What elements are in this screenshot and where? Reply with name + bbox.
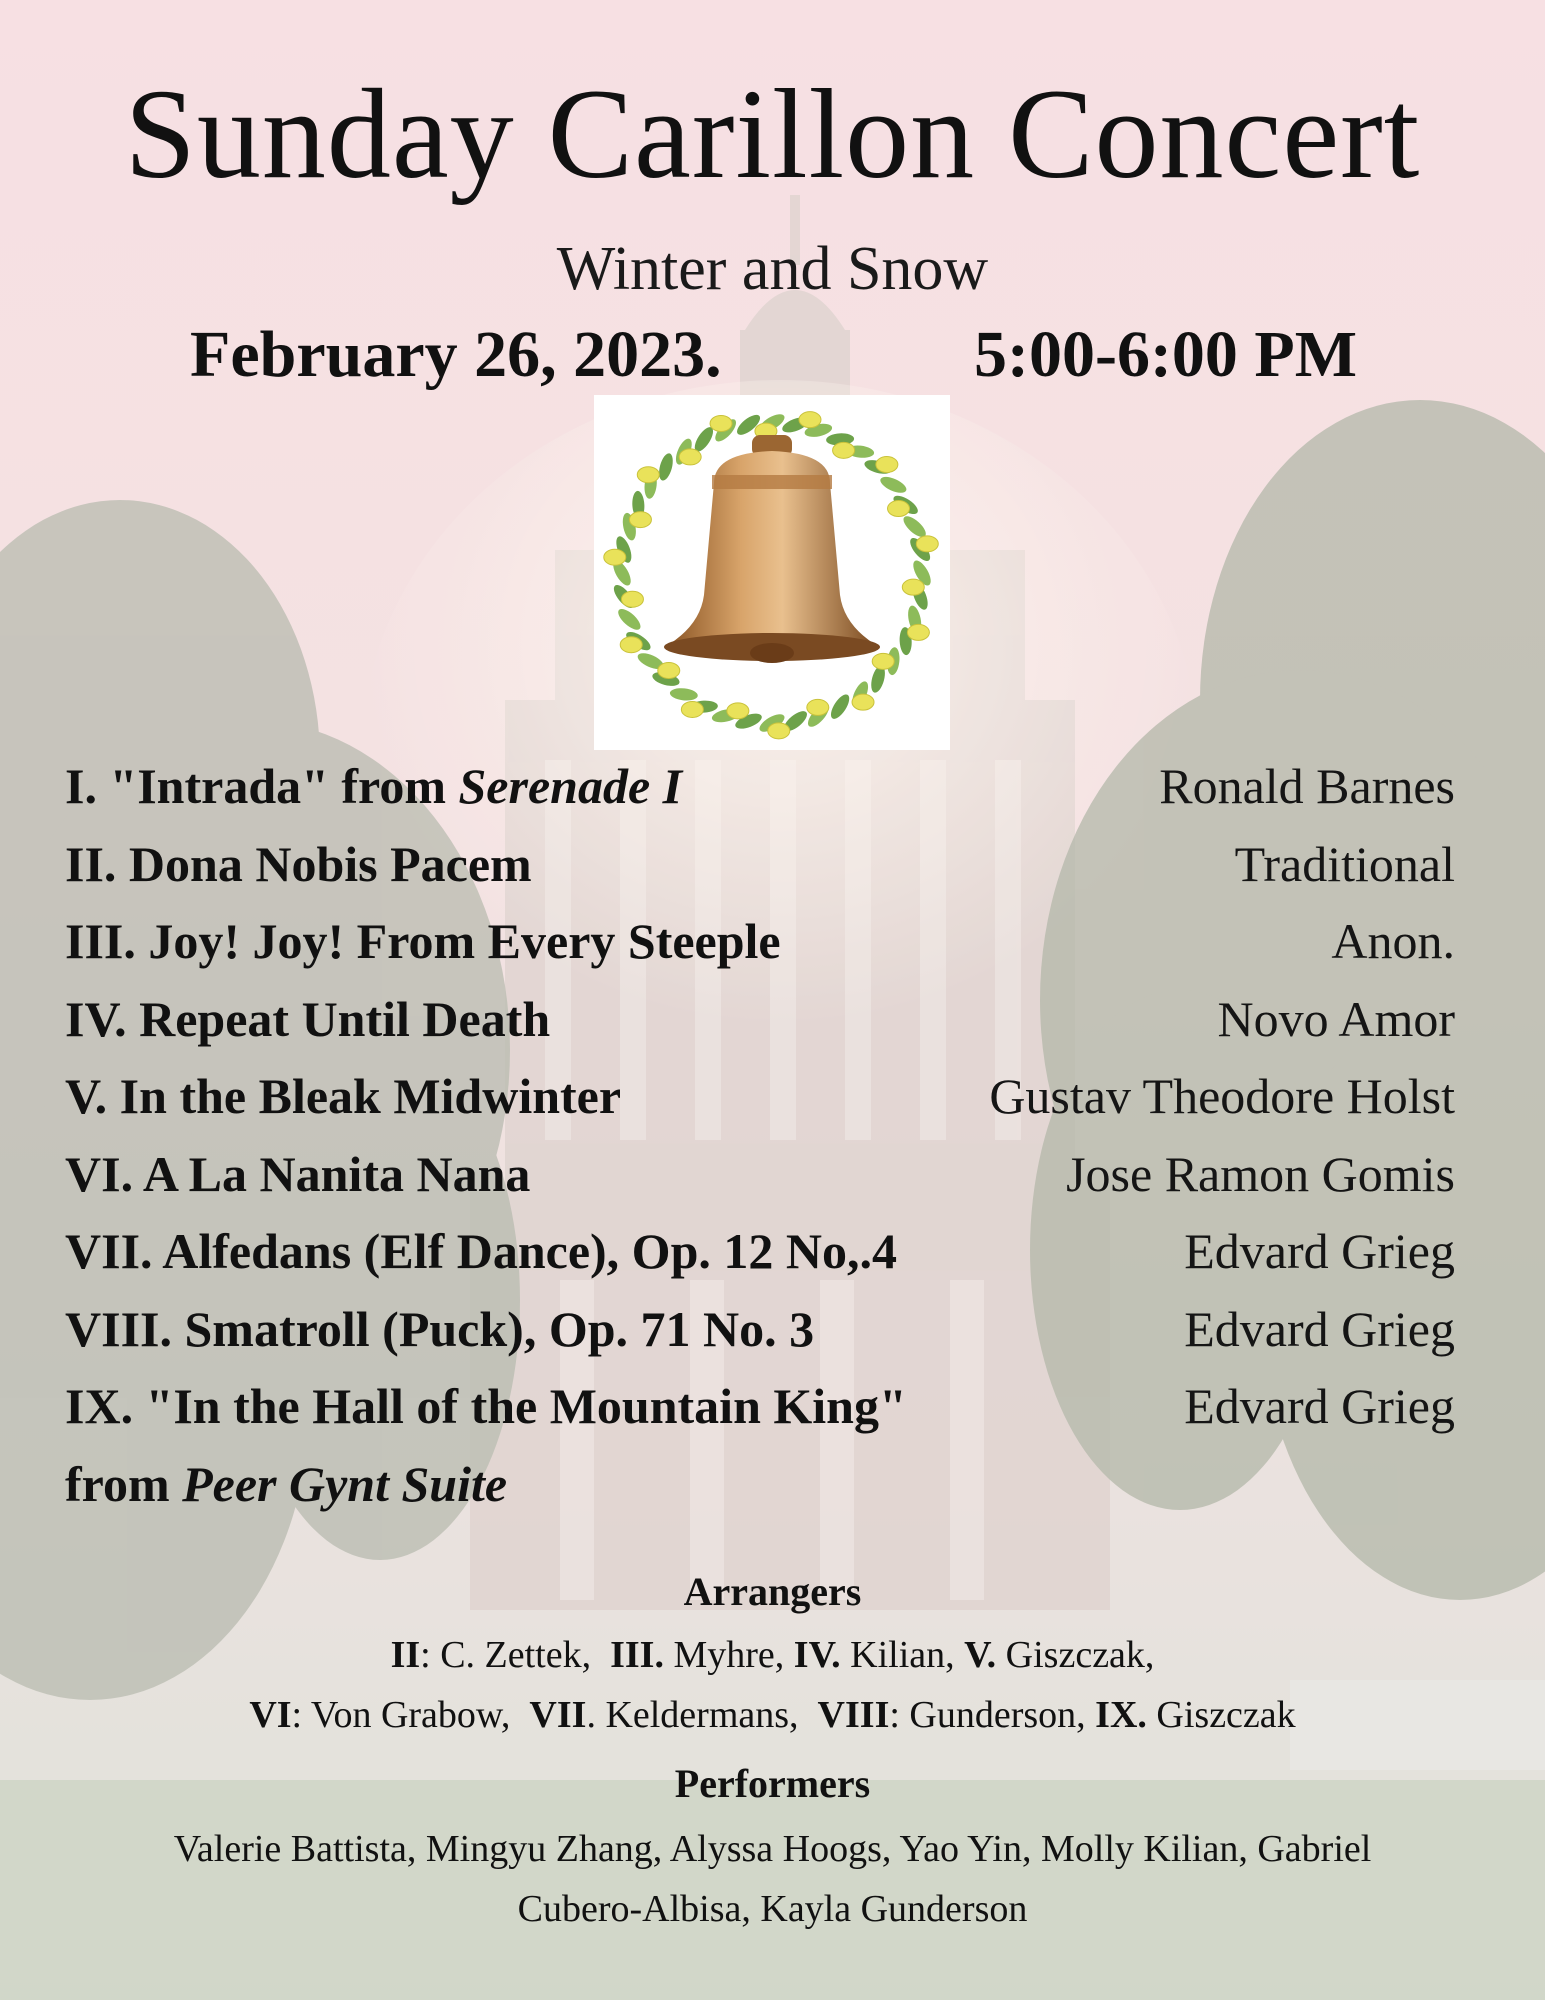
arranger-name: Myhre, (663, 1634, 794, 1676)
page-title: Sunday Carillon Concert (124, 63, 1421, 205)
arrangers-line-1 (0, 1636, 1545, 1674)
program-item (65, 1375, 1455, 1453)
performers-line-2: Cubero-Albisa, Kayla Gunderson (517, 1888, 1028, 1930)
program-item-num: V. (65, 1068, 120, 1124)
program-item (65, 988, 1455, 1066)
event-date: February 26, 2023. (190, 318, 722, 391)
program-item-num: VI. (65, 1145, 143, 1202)
arranger-piece-number: VI (249, 1694, 292, 1736)
arranger-piece-number: IV. (793, 1634, 841, 1676)
program-item-composer: Edvard Grieg (1184, 1223, 1455, 1279)
program-item (65, 1220, 1455, 1298)
program-item-composer: Edvard Grieg (1184, 1378, 1455, 1434)
program-item (65, 1453, 1455, 1531)
program-item-work: Serenade I (458, 758, 683, 814)
arranger-piece-number: VII (529, 1694, 587, 1736)
arranger-name: : C. Zettek, (420, 1634, 611, 1676)
arrangers-line-2 (0, 1696, 1545, 1734)
program-item-composer: Jose Ramon Gomis (1066, 1145, 1455, 1202)
program-item-composer: Traditional (1234, 835, 1455, 892)
arranger-piece-number: IX. (1095, 1694, 1147, 1736)
program-item-composer: Gustav Theodore Holst (989, 1068, 1455, 1124)
program-item-title (65, 1220, 897, 1283)
program-item-composer: Anon. (1331, 913, 1455, 969)
arranger-piece-number: III. (610, 1634, 664, 1676)
performers-heading: Performers (674, 1761, 871, 1806)
performers-line-1: Valerie Battista, Mingyu Zhang, Alyssa Hoogs, Yao Yin, Molly Kilian, Gabriel (173, 1828, 1372, 1870)
program-item-pre: In the Bleak Midwinter (119, 1068, 622, 1124)
program-item (65, 1143, 1455, 1221)
page-subtitle: Winter and Snow (556, 235, 989, 303)
program-item-title (65, 1453, 507, 1516)
program-item-pre: Dona Nobis Pacem (128, 835, 532, 892)
program-item-title (65, 755, 682, 818)
program-item-title (65, 833, 532, 896)
program-item-title (65, 1065, 621, 1128)
program-item (65, 910, 1455, 988)
arranger-piece-number: II (390, 1634, 421, 1676)
program-item-pre: from (65, 1455, 183, 1512)
arranger-name: Giszczak, (996, 1634, 1155, 1676)
program-item-pre: "In the Hall of the Mountain King" (145, 1378, 907, 1434)
program-item-num: IX. (65, 1378, 146, 1434)
arranger-piece-number: VIII (817, 1694, 890, 1736)
arranger-name: Kilian, (840, 1634, 965, 1676)
program-item-num: III. (65, 913, 149, 969)
program-item-title (65, 988, 550, 1051)
program-item (65, 1065, 1455, 1143)
program-item (65, 755, 1455, 833)
program-item-pre: Joy! Joy! From Every Steeple (148, 913, 781, 969)
program-item-pre: Smatroll (Puck), Op. 71 No. 3 (184, 1300, 815, 1357)
program-item-pre: Alfedans (Elf Dance), Op. 12 No,.4 (162, 1223, 897, 1279)
program-item (65, 833, 1455, 911)
program-item-num: VII. (65, 1223, 163, 1279)
program-item-num: II. (65, 835, 129, 892)
program-item-title (65, 1143, 530, 1206)
arrangers-heading: Arrangers (683, 1569, 862, 1614)
arranger-name: Giszczak (1146, 1694, 1296, 1736)
arranger-name: : Gunderson, (889, 1694, 1096, 1736)
program-item-work: Peer Gynt Suite (182, 1455, 508, 1512)
program-item-title (65, 1375, 907, 1438)
program-item-title (65, 910, 781, 973)
program-item-pre: A La Nanita Nana (142, 1145, 531, 1202)
arranger-piece-number: V. (964, 1634, 997, 1676)
program-item-composer: Ronald Barnes (1159, 758, 1455, 814)
program-item-pre: "Intrada" from (109, 758, 459, 814)
program-item-composer: Novo Amor (1217, 990, 1455, 1047)
arranger-name: : Von Grabow, (291, 1694, 530, 1736)
program-item-composer: Edvard Grieg (1184, 1300, 1455, 1357)
program-item-pre: Repeat Until Death (139, 990, 551, 1047)
program-item-num: I. (65, 758, 110, 814)
event-time: 5:00-6:00 PM (974, 318, 1358, 391)
bell-wreath-icon (594, 395, 950, 750)
program-item (65, 1298, 1455, 1376)
program-item-num: IV. (65, 990, 140, 1047)
program-item-num: VIII. (65, 1300, 185, 1357)
program-list (65, 755, 1455, 1530)
program-item-title (65, 1298, 814, 1361)
arranger-name: . Keldermans, (586, 1694, 818, 1736)
